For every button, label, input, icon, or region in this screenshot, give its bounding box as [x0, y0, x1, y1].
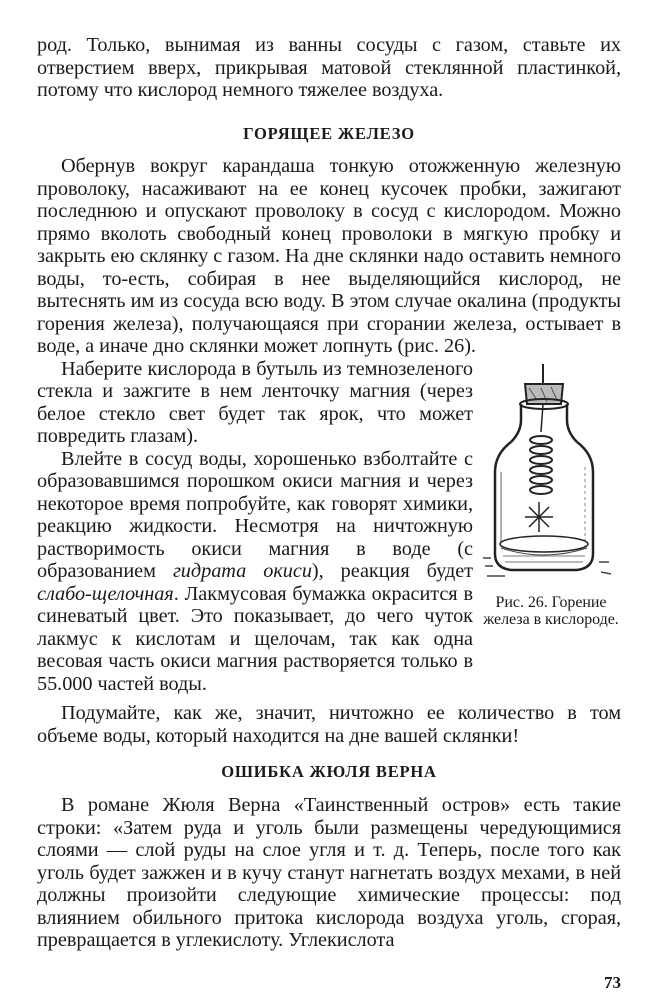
paragraph-think: Подумайте, как же, значит, ничтожно ее количество в том объеме воды, который находится на дне вашей склянки!	[37, 702, 621, 747]
text-run: Влейте в сосуд воды, хорошенько взболтайте с образовавшимся порошком окиси магния и через некоторое время попробуйте, как говорят химики, реакцию жидкости. Несмотря на ничтожную растворимость окиси магния в воде (с образованием	[37, 447, 473, 582]
burning-iron-bottle-illustration	[481, 362, 621, 592]
paragraph-magnesium: Наберите кислорода в бутыль из темнозеленого стекла и зажгите в нем ленточку магния (через белое стекло свет будет так ярок, что может повредить глазам).	[37, 357, 473, 447]
figure-26	[481, 362, 621, 665]
italic-term-hydrate: гидрата окиси	[172, 560, 312, 582]
page-number: 73	[604, 973, 621, 992]
intro-paragraph: род. Только, вынимая из ванны сосуды с газом, ставьте их отверстием вверх, прикрывая матовой стеклянной пластинкой, потому что кислород немного тяжелее воздуха.	[37, 34, 621, 101]
section-body-burning-iron	[37, 155, 621, 747]
paragraph-iron-wire: Обернув вокруг карандаша тонкую отожженную железную проволоку, насаживают на ее конец кусочек пробки, зажигают последнюю и опускают проволоку в сосуд с кислородом. Можно прямо вколоть свободный конец проволоки в мягкую пробку и закрыть ею склянку с газом. На дне склянки надо оставить немного воды, то-есть, собирая в нее выделяющийся кислород, не вытеснять им из сосуда всю воду. В этом случае окалина (продукты горения железа), получающаяся при сгорании железа, остывает в воде, а иначе дно склянки может лопнуть (рис. 26).	[37, 155, 621, 357]
italic-term-alkaline: слабо-щелочная	[37, 582, 174, 605]
text-run: ), реакция будет	[311, 560, 473, 582]
paragraph-jules-verne: В романе Жюля Верна «Таинственный остров» есть такие строки: «Затем руда и уголь были размещены чередующимися слоями — слой руды на слое угля и т. д. Теперь, после того как уголь будет зажжен и в кучу станут нагнетать воздух мехами, в ней должны произойти следующие химические процессы: под влиянием обильного притока кислорода воздуха уголь, сгорая, превращается в углекислоту. Углекислота	[37, 794, 621, 951]
section-heading-jules-verne: ОШИБКА ЖЮЛЯ ВЕРНА	[221, 762, 437, 781]
section-heading-burning-iron: ГОРЯЩЕЕ ЖЕЛЕЗО	[243, 124, 415, 143]
text-run: . Лакмусовая бумажка окрасится в синеватый цвет. Это показывает, до чего чуток лакмус к кислотам и щелочам, так как одна весовая часть окиси магния растворяется только в 55.000 частей воды.	[37, 582, 473, 695]
figure-caption: Рис. 26. Горение железа в кислороде.	[483, 593, 619, 628]
